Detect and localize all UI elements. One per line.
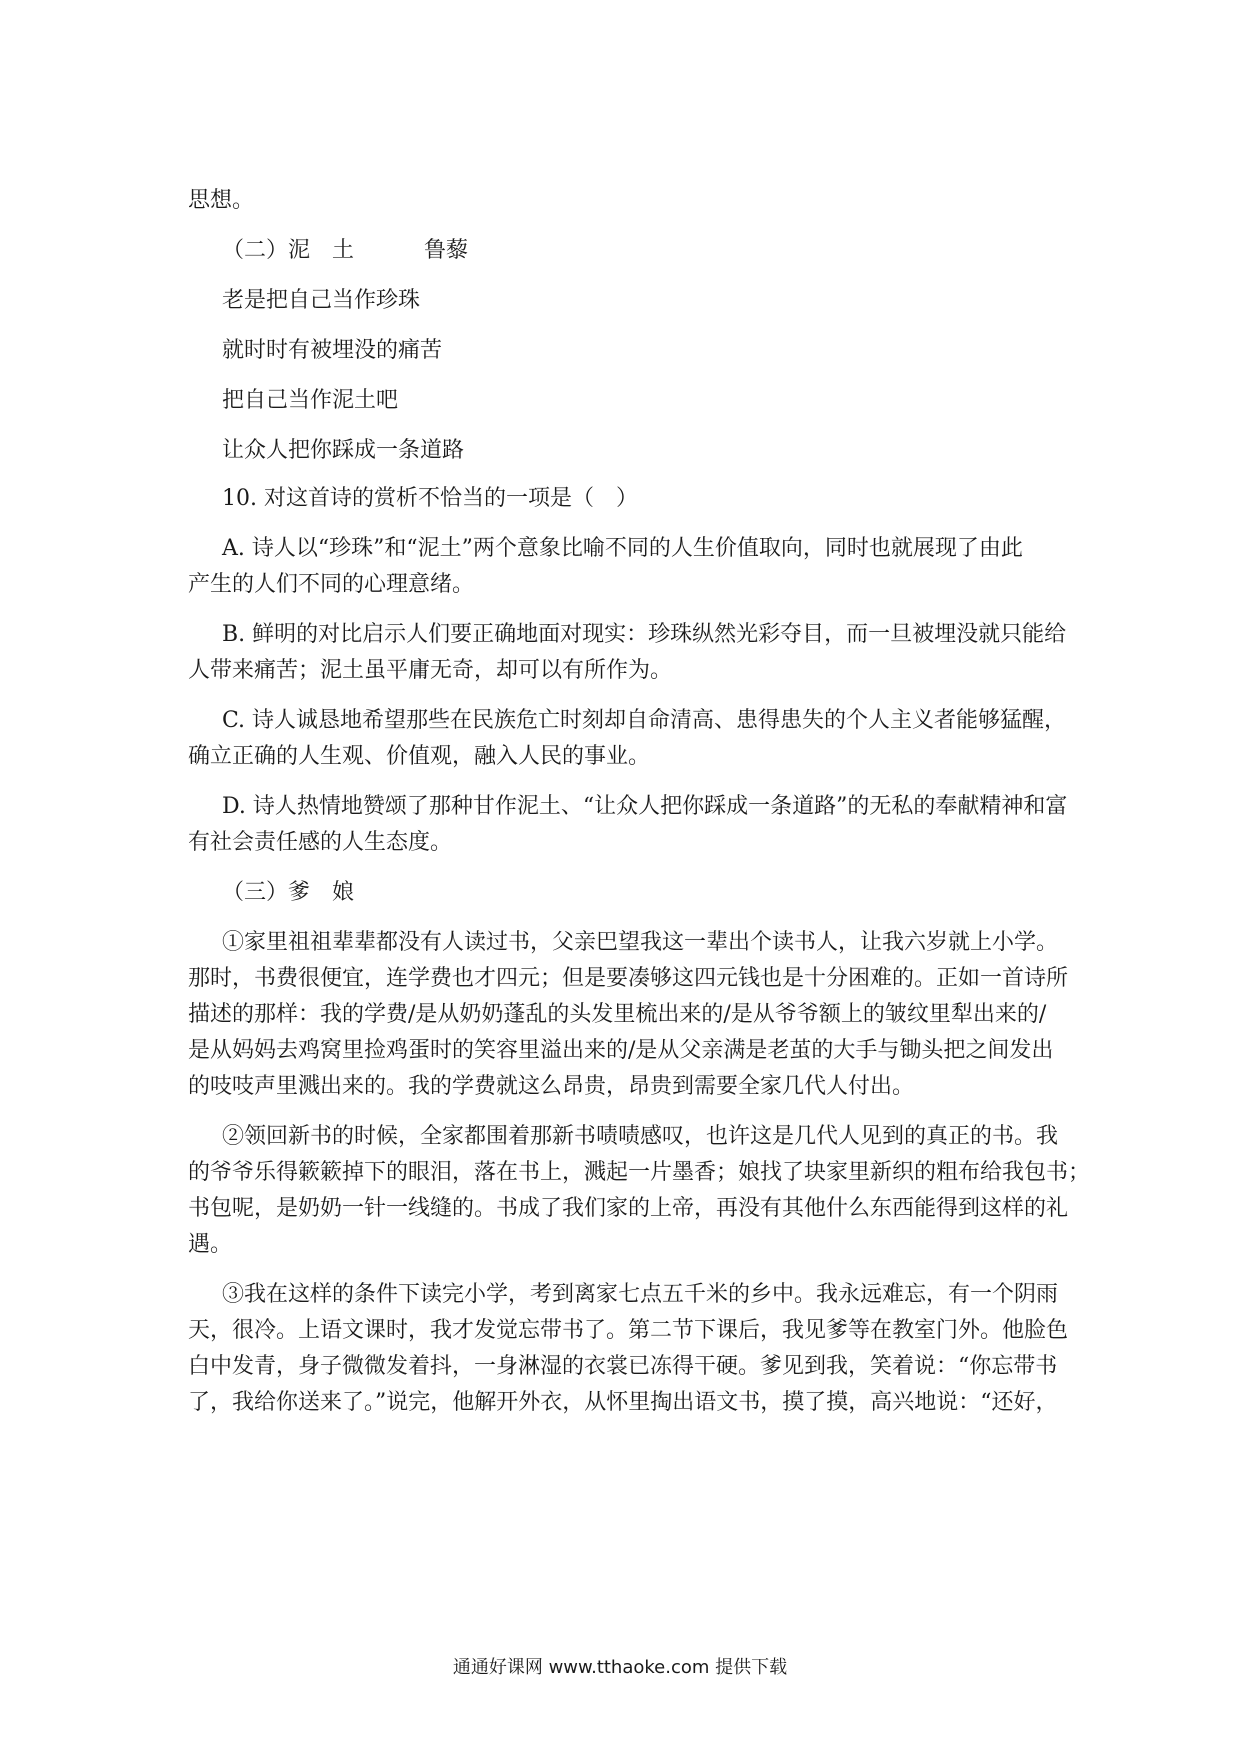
option-a: A. 诗人以“珍珠”和“泥土”两个意象比喻不同的人生价值取向，同时也就展现了由此 [222,536,1023,561]
option-c: C. 诗人诚恳地希望那些在民族危亡时刻却自命清高、患得患失的个人主义者能够猛醒， [222,708,1067,733]
paragraph-3-line: 了，我给你送来了。”说完，他解开外衣，从怀里掏出语文书，摸了摸，高兴地说：“还好， [188,1390,1058,1415]
paragraph-1-line: 的吱吱声里溅出来的。我的学费就这么昂贵，昂贵到需要全家几代人付出。 [188,1074,915,1099]
poem-line: 老是把自己当作珍珠 [222,288,421,313]
paragraph-3-line: 白中发青，身子微微发着抖，一身淋湿的衣裳已冻得干硬。爹见到我，笑着说：“你忘带书 [188,1354,1058,1379]
poem-heading [222,236,468,266]
option-b: B. 鲜明的对比启示人们要正确地面对现实：珍珠纵然光彩夺目，而一旦被埋没就只能给 [222,622,1067,647]
paragraph-2: ②领回新书的时候，全家都围着那新书啧啧感叹，也许这是几代人见到的真正的书。我 [222,1124,1059,1149]
question-10: 10. 对这首诗的赏析不恰当的一项是（ ） [222,486,638,511]
poem-title: （二）泥 土 [222,238,355,263]
paragraph-2-line: 的爷爷乐得簌簌掉下的眼泪，落在书上，溅起一片墨香；娘找了块家里新织的粗布给我包书； [188,1160,1091,1185]
poem-line: 把自己当作泥土吧 [222,388,399,413]
option-d: D. 诗人热情地赞颂了那种甘作泥土、“让众人把你踩成一条道路”的无私的奉献精神和富 [222,794,1068,819]
option-b-cont: 人带来痛苦；泥土虽平庸无奇，却可以有所作为。 [188,658,673,683]
option-d-cont: 有社会责任感的人生态度。 [188,830,453,855]
option-c-cont: 确立正确的人生观、价值观，融入人民的事业。 [188,744,651,769]
text-line: 思想。 [188,188,255,213]
paragraph-3-line: 天，很冷。上语文课时，我才发觉忘带书了。第二节下课后，我见爹等在教室门外。他脸色 [188,1318,1069,1343]
page-footer: 通通好课网 www.tthaoke.com 提供下载 [452,1657,788,1678]
paragraph-1-line: 描述的那样：我的学费/是从奶奶蓬乱的头发里梳出来的/是从爷爷额上的皱纹里犁出来的/ [188,1002,1047,1027]
paragraph-3: ③我在这样的条件下读完小学，考到离家七点五千米的乡中。我永远难忘，有一个阴雨 [222,1282,1059,1307]
paragraph-1: ①家里祖祖辈辈都没有人读过书，父亲巴望我这一辈出个读书人，让我六岁就上小学。 [222,930,1059,955]
option-a-cont: 产生的人们不同的心理意绪。 [188,572,475,597]
paragraph-2-line: 书包呢，是奶奶一针一线缝的。书成了我们家的上帝，再没有其他什么东西能得到这样的礼 [188,1196,1069,1221]
poem-line: 就时时有被埋没的痛苦 [222,338,443,363]
paragraph-1-line: 那时，书费很便宜，连学费也才四元；但是要凑够这四元钱也是十分困难的。正如一首诗所 [188,966,1069,991]
poem-line: 让众人把你踩成一条道路 [222,438,465,463]
paragraph-1-line: 是从妈妈去鸡窝里捡鸡蛋时的笑容里溢出来的/是从父亲满是老茧的大手与锄头把之间发出 [188,1038,1054,1063]
section-heading: （三）爹 娘 [222,880,355,905]
poem-author: 鲁藜 [424,238,469,263]
paragraph-2-line: 遇。 [188,1232,233,1257]
